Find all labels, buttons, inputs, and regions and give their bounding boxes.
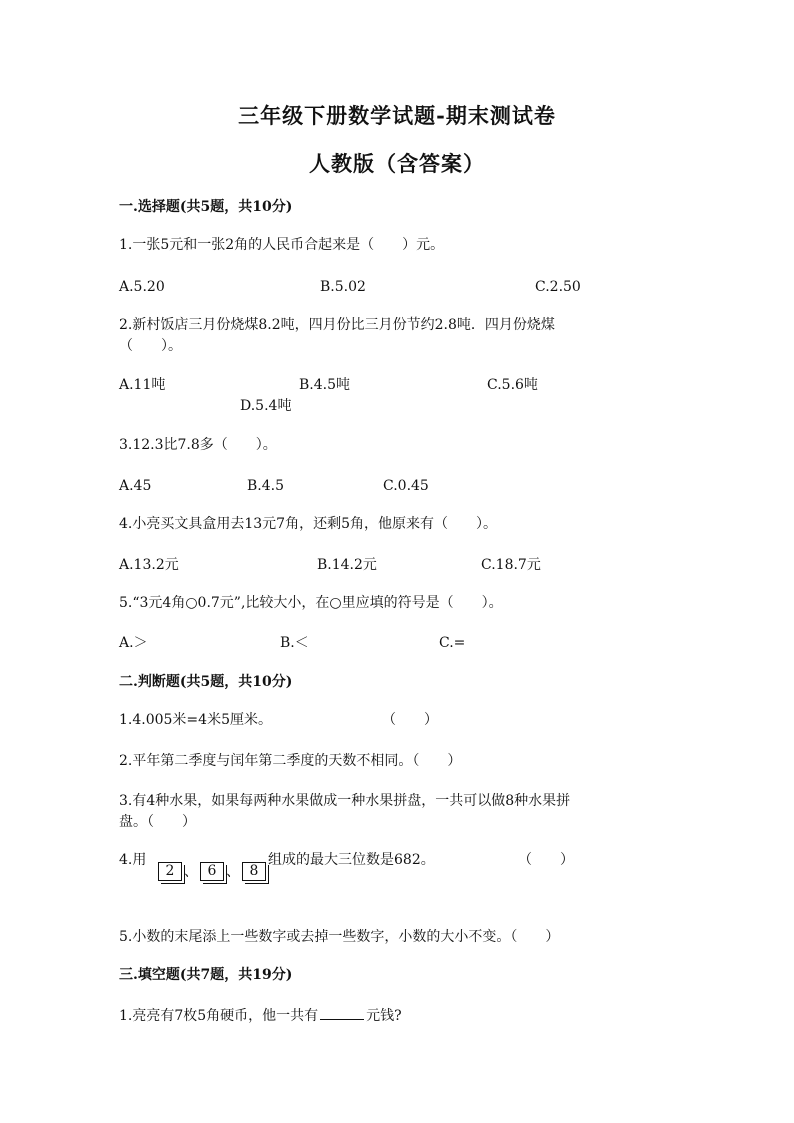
exam-title: 三年级下册数学试题-期末测试卷 bbox=[238, 103, 556, 128]
digit-separator: 、 bbox=[226, 864, 240, 880]
judge-q1-text: 1.4.005米=4米5厘米。 bbox=[119, 712, 272, 728]
fill-q1-text-end: 元钱? bbox=[366, 1008, 402, 1024]
choice-q5-option-b: B.＜ bbox=[280, 635, 309, 651]
judge-q4-text: 组成的最大三位数是682。 bbox=[268, 852, 435, 868]
choice-q1-text: 1.一张5元和一张2角的人民币合起来是（ ）元。 bbox=[119, 237, 445, 253]
section-judge-heading: 二.判断题(共5题，共10分) bbox=[119, 674, 293, 690]
exam-subtitle: 人教版（含答案） bbox=[309, 151, 485, 176]
choice-q3-option-b: B.4.5 bbox=[247, 478, 285, 494]
digit-card: 6 bbox=[200, 862, 224, 881]
judge-q4-paren: （ ） bbox=[518, 852, 574, 868]
choice-q4-text: 4.小亮买文具盒用去13元7角，还剩5角，他原来有（ ）。 bbox=[119, 516, 497, 532]
choice-q1-option-c: C.2.50 bbox=[535, 279, 581, 295]
judge-q3-text: 3.有4种水果，如果每两种水果做成一种水果拼盘，一共可以做8种水果拼 bbox=[119, 793, 571, 809]
judge-q4-digit-cards bbox=[158, 861, 266, 885]
judge-q3-text-cont: 盘。（ ） bbox=[119, 814, 196, 830]
choice-q4-option-b: B.14.2元 bbox=[317, 557, 377, 573]
choice-q5-text: 5.“3元4角○0.7元”,比较大小，在○里应填的符号是（ ）。 bbox=[119, 595, 503, 611]
digit-separator: 、 bbox=[184, 864, 198, 880]
choice-q4-option-c: C.18.7元 bbox=[481, 557, 541, 573]
choice-q3-option-a: A.45 bbox=[119, 478, 152, 494]
choice-q1-option-a: A.5.20 bbox=[119, 279, 165, 295]
choice-q1-option-b: B.5.02 bbox=[320, 279, 366, 295]
digit-card: 2 bbox=[158, 862, 182, 881]
choice-q2-text-cont: （ ）。 bbox=[119, 338, 182, 354]
choice-q4-option-a: A.13.2元 bbox=[119, 557, 179, 573]
judge-q1-paren: （ ） bbox=[382, 712, 438, 728]
choice-q3-text: 3.12.3比7.8多（ ）。 bbox=[119, 437, 277, 453]
choice-q2-option-c: C.5.6吨 bbox=[487, 377, 538, 393]
judge-q5-text: 5.小数的末尾添上一些数字或去掉一些数字，小数的大小不变。（ ） bbox=[119, 929, 560, 945]
judge-q4-prefix: 4.用 bbox=[119, 852, 147, 868]
answer-blank[interactable] bbox=[320, 1005, 364, 1020]
choice-q5-option-c: C.= bbox=[439, 635, 466, 651]
choice-q3-option-c: C.0.45 bbox=[383, 478, 429, 494]
choice-q2-text: 2.新村饭店三月份烧煤8.2吨，四月份比三月份节约2.8吨．四月份烧煤 bbox=[119, 317, 555, 333]
section-fill-heading: 三.填空题(共7题，共19分) bbox=[119, 967, 293, 983]
digit-card: 8 bbox=[242, 862, 266, 881]
choice-q2-option-d: D.5.4吨 bbox=[240, 398, 292, 414]
choice-q2-option-b: B.4.5吨 bbox=[299, 377, 351, 393]
section-choice-heading: 一.选择题(共5题，共10分) bbox=[119, 199, 293, 215]
fill-q1 bbox=[119, 1005, 402, 1025]
judge-q2-text: 2.平年第二季度与闰年第二季度的天数不相同。（ ） bbox=[119, 753, 462, 769]
choice-q2-option-a: A.11吨 bbox=[119, 377, 166, 393]
fill-q1-text: 1.亮亮有7枚5角硬币，他一共有 bbox=[119, 1008, 319, 1024]
choice-q5-option-a: A.＞ bbox=[119, 635, 148, 651]
